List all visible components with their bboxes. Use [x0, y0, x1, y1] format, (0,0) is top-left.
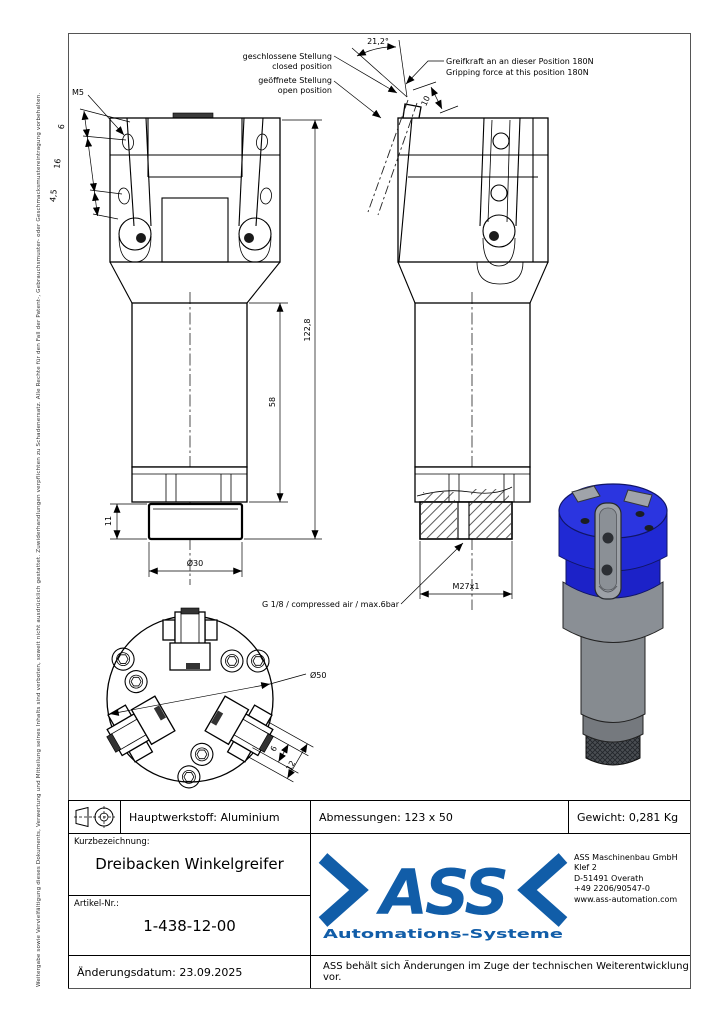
logo-left-chevron-icon [323, 858, 359, 922]
material-field: Hauptwerkstoff: Aluminium [121, 801, 311, 834]
dim-16: 16 [52, 158, 63, 170]
technical-drawing [48, 33, 690, 800]
revision-disclaimer: ASS behält sich Änderungen im Zuge der technischen Weiterentwicklung vor. [311, 956, 690, 988]
dim-122-8: 122,8 [303, 318, 312, 342]
dim-m5: M5 [72, 88, 84, 97]
dim-d50: Ø50 [310, 671, 327, 680]
logo-wordmark: ASS [379, 856, 507, 929]
open-position-de: geöffnete Stellung [258, 76, 332, 85]
logo-subtitle: Automations-Systeme [323, 926, 563, 941]
front-view [110, 113, 280, 585]
company-website: www.ass-automation.com [574, 894, 678, 904]
company-address [574, 853, 684, 905]
copyright-note: Weitergabe sowie Vervielfältigung dieses Dokuments, Verwertung und Mitteilung seines Inhalts sind verboten, soweit nicht ausdrücklich gestattet. Zuwiderhandlungen verpflichten zu Schadenersatz. Alle Rechte für den Fall der Patent-, Gebrauchsmuster- oder Geschmacksmustereintragung vorbehalten. [36, 92, 42, 987]
dim-10: 10 [419, 94, 432, 108]
article-number: 1-438-12-00 [143, 917, 236, 935]
grip-force-en: Gripping force at this position 180N [446, 68, 589, 77]
closed-position-en: closed position [272, 62, 332, 71]
dim-jaw-12: 12 [284, 759, 298, 773]
dim-d30: Ø30 [186, 559, 204, 568]
ass-logo [319, 844, 567, 942]
side-view [368, 100, 548, 610]
dim-58: 58 [268, 396, 277, 408]
company-street: Klef 2 [574, 863, 597, 873]
weight-field: Gewicht: 0,281 Kg [569, 801, 690, 834]
logo-cell [311, 834, 690, 956]
logo-right-chevron-icon [527, 858, 563, 922]
dim-angle: 21,2° [367, 37, 389, 46]
dim-6: 6 [56, 123, 67, 130]
render-3d [559, 484, 667, 765]
change-date-field: Änderungsdatum: 23.09.2025 [69, 956, 311, 988]
air-port-label: G 1/8 / compressed air / max.6bar [261, 600, 399, 609]
shortname-cell [69, 834, 311, 896]
company-name: ASS Maschinenbau GmbH [574, 853, 678, 862]
dimensions-field: Abmessungen: 123 x 50 [311, 801, 569, 834]
open-position-en: open position [277, 86, 332, 95]
dim-jaw-6: 6 [268, 744, 280, 754]
company-city: D-51491 Overath [574, 873, 644, 883]
part-name: Dreibacken Winkelgreifer [95, 855, 284, 873]
company-phone: +49 2206/90547-0 [574, 884, 650, 894]
bottom-view [72, 608, 327, 813]
projection-symbol-cell [69, 801, 121, 834]
title-block [68, 800, 690, 988]
dim-4-5: 4,5 [48, 188, 59, 203]
projection-method-icon [73, 804, 117, 830]
closed-position-de: geschlossene Stellung [242, 52, 332, 61]
shortname-caption: Kurzbezeichnung: [74, 837, 150, 847]
article-number-cell [69, 896, 311, 956]
article-number-caption: Artikel-Nr.: [74, 899, 119, 909]
dim-11: 11 [104, 515, 113, 527]
grip-force-de: Greifkraft an an dieser Position 180N [446, 57, 594, 66]
dim-m27x1: M27x1 [452, 582, 480, 591]
